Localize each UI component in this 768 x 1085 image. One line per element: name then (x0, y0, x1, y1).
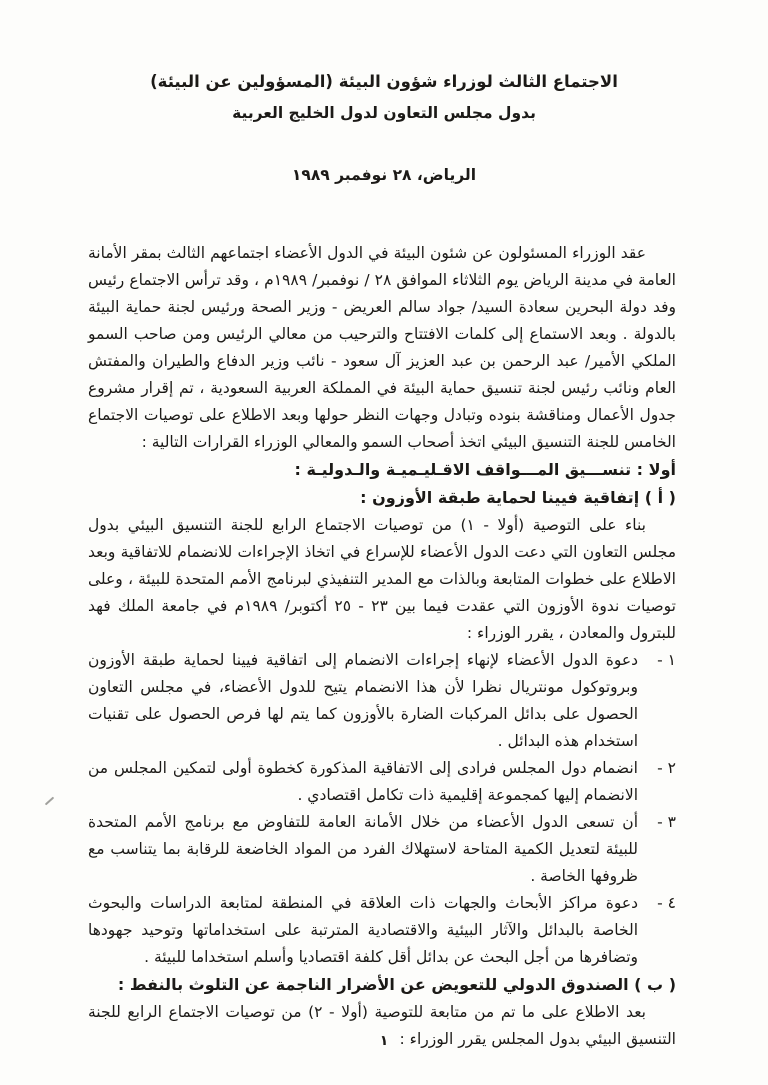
resolution-item-1-text: دعوة الدول الأعضاء لإنهاء إجراءات الانضمام إلى اتفاقية فيينا لحماية طبقة الأوزون وبروتوكول مونتريال نظرا لأن هذا الانضمام يتيح للدول الأعضاء، في مجلس التعاون الحصول على بدائل المركبات الضارة بالأوزون كما يتم لها فرص الحصول على تقنيات استخدام هذه البدائل . (88, 651, 638, 751)
resolution-item-2-text: انضمام دول المجلس فرادى إلى الاتفاقية المذكورة كخطوة أولى لتمكين المجلس من الانضمام إليها كمجموعة إقليمية ذات تكامل اقتصادي . (88, 759, 638, 805)
resolution-item-1 (88, 647, 676, 755)
resolution-item-3-text: أن تسعى الدول الأعضاء من خلال الأمانة العامة للتفاوض مع برنامج الأمم المتحدة للبيئة لتعديل الكمية المتاحة لاستهلاك الفرد من المواد الخاضعة للرقابة بما يتناسب مع ظروفها الخاصة . (88, 813, 638, 886)
subsection-a-intro: بناء على التوصية (أولا - ١) من توصيات الاجتماع الرابع للجنة التنسيق البيئي بدول مجلس التعاون التي دعت الدول الأعضاء للإسراع في اتخاذ الإجراءات للانضمام للاتفاقية وبعد الاطلاع على خطوات المتابعة وبالذات مع المدير التنفيذي لبرنامج الأمم المتحدة للبيئة ، وعلى توصيات ندوة الأوزون التي عقدت فيما بين ٢٣ - ٢٥ أكتوبر/ ١٩٨٩م في جامعة الملك فهد للبترول والمعادن ، يقرر الوزراء : (88, 516, 676, 643)
document-body (88, 240, 676, 1053)
subsection-b-heading: ( ب ) الصندوق الدولي للتعويض عن الأضرار الناجمة عن التلوث بالنفط : (117, 975, 676, 995)
opening-paragraph: عقد الوزراء المسئولون عن شئون البيئة في الدول الأعضاء اجتماعهم الثالث بمقر الأمانة العامة في مدينة الرياض يوم الثلاثاء الموافق ٢٨ / نوفمبر/ ١٩٨٩م ، وقد ترأس الاجتماع رئيس وفد دولة البحرين سعادة السيد/ جواد سالم العريض - وزير الصحة ورئيس لجنة حماية البيئة بالدولة . وبعد الاستماع إلى كلمات الافتتاح والترحيب من معالي الرئيس ومن صاحب السمو الملكي الأمير/ عبد الرحمن بن عبد العزيز آل سعود - نائب وزير الدفاع والطيران والمفتش العام ونائب رئيس لجنة تنسيق حماية البيئة في المملكة العربية السعودية ، تم إقرار مشروع جدول الأعمال ومناقشة بنوده وتبادل وجهات النظر حولها وبعد الاطلاع على توصيات الاجتماع الخامس للجنة التنسيق البيئي اتخذ أصحاب السمو والمعالي الوزراء القرارات التالية : (88, 244, 676, 452)
resolution-items-list (88, 647, 676, 971)
resolution-item-2 (88, 755, 676, 809)
document-title-line2: بدول مجلس التعاون لدول الخليج العربية (232, 104, 536, 123)
title-block (0, 0, 768, 184)
resolution-item-1-marker: ١ - (657, 651, 676, 670)
resolution-item-4 (88, 890, 676, 971)
resolution-item-3-marker: ٣ - (657, 813, 676, 832)
page-number: ١ (379, 1033, 389, 1049)
subsection-a-heading: ( أ ) إتفاقية فيينا لحماية طبقة الأوزون : (360, 488, 676, 508)
document-date-line: الرياض، ٢٨ نوفمبر ١٩٨٩ (291, 166, 477, 185)
document-title-line1: الاجتماع الثالث لوزراء شؤون البيئة (المسؤولين عن البيئة) (150, 72, 618, 91)
subsection-b-intro: بعد الاطلاع على ما تم من متابعة للتوصية (أولا - ٢) من توصيات الاجتماع الرابع للجنة التنسيق البيئي بدول المجلس يقرر الوزراء : (88, 1003, 676, 1049)
resolution-item-2-marker: ٢ - (657, 759, 676, 778)
stray-pen-mark (45, 797, 55, 806)
resolution-item-3 (88, 809, 676, 890)
section-first-heading: أولا : تنســـيق المـــواقف الاقـليـميـة والـدوليـة : (294, 460, 676, 480)
resolution-item-4-marker: ٤ - (657, 894, 676, 913)
resolution-item-4-text: دعوة مراكز الأبحاث والجهات ذات العلاقة في المنطقة لمتابعة الدراسات والبحوث الخاصة بالبدائل والآثار البيئية والاقتصادية المترتبة على استخداماتها وتوحيد جهودها وتضافرها من أجل البحث عن بدائل أقل كلفة اقتصاديا وأسلم استخداما للبيئة . (88, 894, 638, 967)
